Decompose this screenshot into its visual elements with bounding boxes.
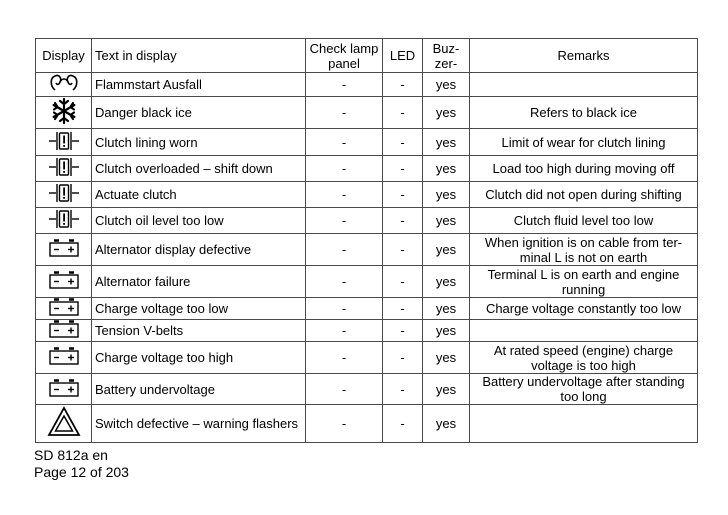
table-row	[36, 97, 698, 129]
check-lamp-value: -	[306, 129, 383, 156]
header-remarks: Remarks	[470, 39, 698, 73]
remarks	[470, 405, 698, 443]
remarks: Charge voltage constantly too low	[470, 298, 698, 320]
header-check-lamp-panel: Check lamp panel	[306, 39, 383, 73]
header-buzzer: Buz-zer-	[423, 39, 470, 73]
header-text-in-display: Text in display	[92, 39, 306, 73]
table-row	[36, 182, 698, 208]
table-row	[36, 266, 698, 298]
header-row	[36, 39, 698, 73]
check-lamp-value: -	[306, 73, 383, 97]
clutch-warning-icon	[39, 182, 88, 207]
table-row	[36, 374, 698, 405]
buzzer-value: yes	[423, 374, 470, 405]
buzzer-value: yes	[423, 208, 470, 234]
display-cell	[36, 73, 92, 97]
table-row	[36, 156, 698, 182]
clutch-warning-icon	[39, 208, 88, 233]
table-row	[36, 73, 698, 97]
display-text: Charge voltage too high	[92, 342, 306, 374]
remarks: Refers to black ice	[470, 97, 698, 129]
remarks: Limit of wear for clutch lining	[470, 129, 698, 156]
battery-icon	[39, 298, 88, 319]
display-cell	[36, 156, 92, 182]
buzzer-value: yes	[423, 156, 470, 182]
led-value: -	[383, 97, 423, 129]
buzzer-value: yes	[423, 298, 470, 320]
battery-icon	[39, 379, 88, 400]
display-cell	[36, 266, 92, 298]
display-text: Alternator failure	[92, 266, 306, 298]
led-value: -	[383, 405, 423, 443]
remarks	[470, 73, 698, 97]
check-lamp-value: -	[306, 374, 383, 405]
display-cell	[36, 129, 92, 156]
led-value: -	[383, 73, 423, 97]
clutch-warning-icon	[39, 130, 88, 155]
clutch-warning-icon	[39, 156, 88, 181]
check-lamp-value: -	[306, 266, 383, 298]
remarks: When ignition is on cable from ter-minal L is not on earth	[470, 234, 698, 266]
signal-table	[35, 38, 698, 443]
battery-icon	[39, 271, 88, 292]
table-row	[36, 129, 698, 156]
glow-plug-icon	[39, 73, 88, 96]
display-text: Actuate clutch	[92, 182, 306, 208]
display-text: Flammstart Ausfall	[92, 73, 306, 97]
snowflake-icon	[39, 97, 88, 128]
led-value: -	[383, 182, 423, 208]
led-value: -	[383, 208, 423, 234]
remarks: Battery undervoltage after standing too long	[470, 374, 698, 405]
page-number: Page 12 of 203	[34, 464, 129, 480]
table-row	[36, 298, 698, 320]
display-text: Switch defective – warning flashers	[92, 405, 306, 443]
header-led: LED	[383, 39, 423, 73]
display-cell	[36, 97, 92, 129]
remarks: At rated speed (engine) charge voltage is too high	[470, 342, 698, 374]
display-text: Charge voltage too low	[92, 298, 306, 320]
display-text: Danger black ice	[92, 97, 306, 129]
display-text: Alternator display defective	[92, 234, 306, 266]
display-cell	[36, 374, 92, 405]
led-value: -	[383, 129, 423, 156]
battery-icon	[39, 320, 88, 341]
display-cell	[36, 234, 92, 266]
check-lamp-value: -	[306, 156, 383, 182]
buzzer-value: yes	[423, 266, 470, 298]
buzzer-value: yes	[423, 320, 470, 342]
display-cell	[36, 182, 92, 208]
check-lamp-value: -	[306, 405, 383, 443]
display-cell	[36, 342, 92, 374]
battery-icon	[39, 239, 88, 260]
table-row	[36, 342, 698, 374]
check-lamp-value: -	[306, 97, 383, 129]
buzzer-value: yes	[423, 129, 470, 156]
remarks: Terminal L is on earth and engine running	[470, 266, 698, 298]
buzzer-value: yes	[423, 182, 470, 208]
display-text: Battery undervoltage	[92, 374, 306, 405]
led-value: -	[383, 320, 423, 342]
check-lamp-value: -	[306, 298, 383, 320]
led-value: -	[383, 156, 423, 182]
document-id: SD 812a en	[34, 447, 108, 463]
display-text: Clutch lining worn	[92, 129, 306, 156]
display-cell	[36, 208, 92, 234]
buzzer-value: yes	[423, 342, 470, 374]
buzzer-value: yes	[423, 405, 470, 443]
buzzer-value: yes	[423, 234, 470, 266]
buzzer-value: yes	[423, 97, 470, 129]
display-text: Clutch oil level too low	[92, 208, 306, 234]
display-text: Tension V-belts	[92, 320, 306, 342]
header-display: Display	[36, 39, 92, 73]
table-row	[36, 405, 698, 443]
footer	[34, 447, 129, 481]
remarks: Load too high during moving off	[470, 156, 698, 182]
check-lamp-value: -	[306, 342, 383, 374]
check-lamp-value: -	[306, 234, 383, 266]
led-value: -	[383, 298, 423, 320]
remarks: Clutch fluid level too low	[470, 208, 698, 234]
check-lamp-value: -	[306, 320, 383, 342]
led-value: -	[383, 342, 423, 374]
remarks	[470, 320, 698, 342]
remarks: Clutch did not open during shifting	[470, 182, 698, 208]
battery-icon	[39, 347, 88, 368]
display-cell	[36, 298, 92, 320]
led-value: -	[383, 234, 423, 266]
buzzer-value: yes	[423, 73, 470, 97]
led-value: -	[383, 266, 423, 298]
table-row	[36, 320, 698, 342]
led-value: -	[383, 374, 423, 405]
display-text: Clutch overloaded – shift down	[92, 156, 306, 182]
table-row	[36, 208, 698, 234]
display-cell	[36, 405, 92, 443]
display-cell	[36, 320, 92, 342]
hazard-warning-icon	[39, 406, 88, 441]
table-row	[36, 234, 698, 266]
check-lamp-value: -	[306, 208, 383, 234]
check-lamp-value: -	[306, 182, 383, 208]
